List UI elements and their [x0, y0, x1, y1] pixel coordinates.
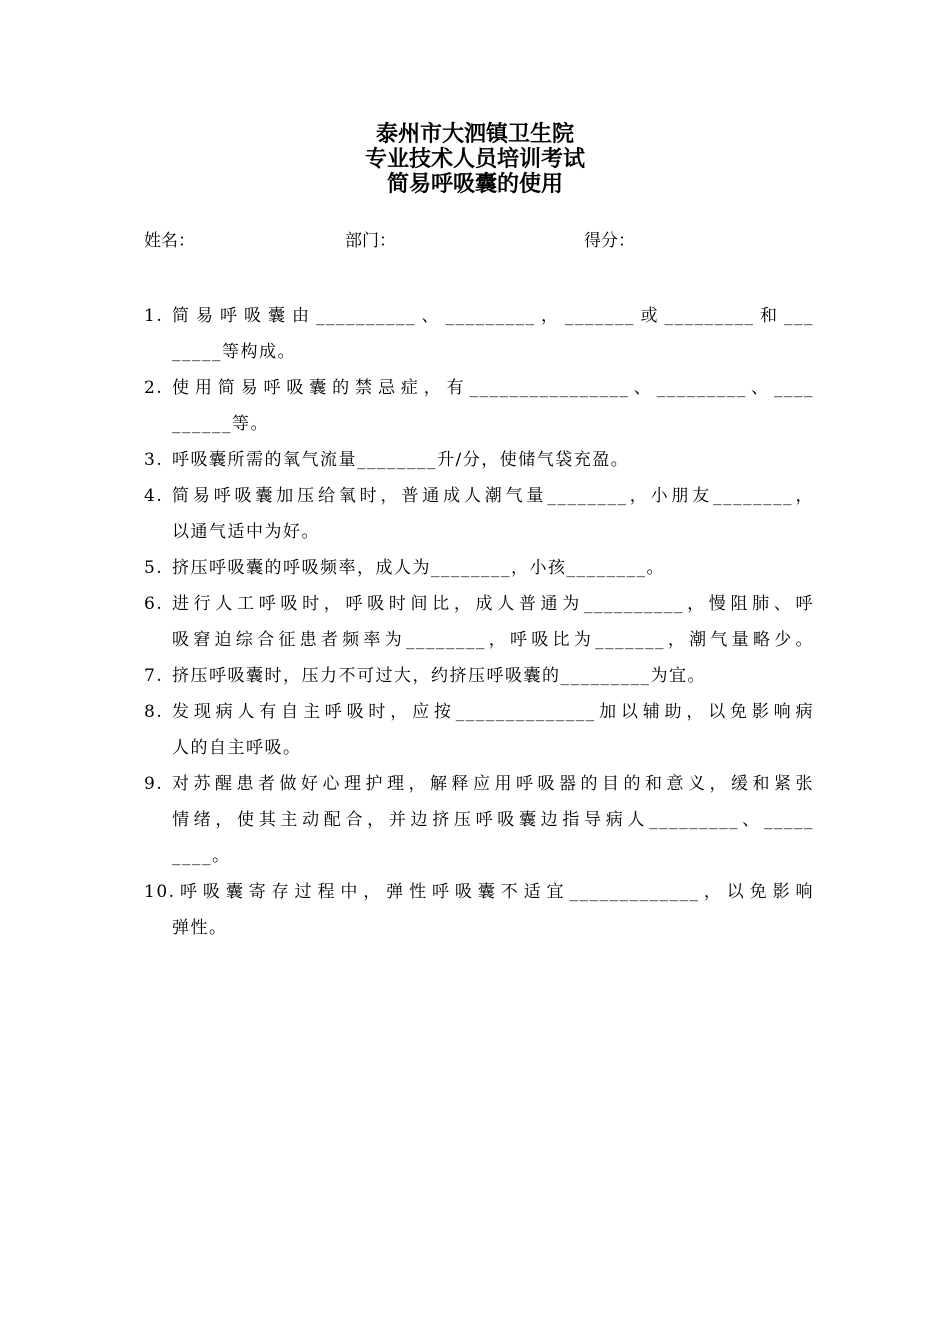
question-number: 2. — [144, 378, 164, 398]
question-text-line: ____。 — [172, 846, 231, 866]
question-3 — [144, 442, 814, 478]
document-title — [0, 122, 950, 197]
score-label: 得分： — [584, 231, 635, 251]
exam-topic: 简易呼吸囊的使用 — [386, 171, 563, 197]
question-text-line: 使用简易呼吸囊的禁忌症，有________________、_________、____ — [172, 378, 814, 398]
question-text-line: 简易呼吸囊由__________、_________，_______或_________和___ — [172, 306, 814, 326]
examinee-info-row — [0, 226, 950, 250]
question-text-line: 情绪，使其主动配合，并边挤压呼吸囊边指导病人_________、_____ — [172, 810, 814, 830]
question-text-line: 挤压呼吸囊的呼吸频率，成人为________，小孩________。 — [172, 558, 665, 578]
question-text-line: 简易呼吸囊加压给氧时，普通成人潮气量________，小朋友________， — [172, 486, 814, 506]
question-text-line: 呼吸囊寄存过程中，弹性呼吸囊不适宜_____________，以免影响 — [180, 882, 814, 902]
question-text-line: 发现病人有自主呼吸时，应按______________加以辅助，以免影响病 — [172, 702, 814, 722]
question-number: 3. — [144, 450, 164, 470]
question-number: 9. — [144, 774, 164, 794]
question-text-line: 吸窘迫综合征患者频率为________，呼吸比为_______，潮气量略少。 — [172, 630, 814, 650]
question-number: 6. — [144, 594, 164, 614]
question-4 — [144, 478, 814, 550]
question-10 — [144, 874, 814, 946]
question-1 — [144, 298, 814, 370]
question-8 — [144, 694, 814, 766]
question-text-line: 挤压呼吸囊时，压力不可过大，约挤压呼吸囊的_________为宜。 — [172, 666, 706, 686]
question-6 — [144, 586, 814, 658]
question-text-line: _____等构成。 — [172, 342, 296, 362]
department-label: 部门： — [345, 231, 396, 251]
question-2 — [144, 370, 814, 442]
hospital-name: 泰州市大泗镇卫生院 — [375, 121, 574, 147]
question-number: 4. — [144, 486, 164, 506]
question-number: 8. — [144, 702, 164, 722]
question-number: 1. — [144, 306, 164, 326]
question-text-line: ______等。 — [172, 414, 269, 434]
question-number: 10. — [144, 882, 176, 902]
question-number: 5. — [144, 558, 164, 578]
question-text-line: 人的自主呼吸。 — [172, 738, 302, 758]
question-text-line: 对苏醒患者做好心理护理，解释应用呼吸器的目的和意义，缓和紧张 — [172, 774, 814, 794]
question-text-line: 进行人工呼吸时，呼吸时间比，成人普通为__________，慢阻肺、呼 — [172, 594, 814, 614]
name-label: 姓名： — [144, 231, 195, 251]
question-text-line: 呼吸囊所需的氧气流量________升/分，使储气袋充盈。 — [172, 450, 630, 470]
question-number: 7. — [144, 666, 164, 686]
question-7 — [144, 658, 814, 694]
question-text-line: 以通气适中为好。 — [172, 522, 320, 542]
exam-name: 专业技术人员培训考试 — [364, 146, 585, 172]
question-list — [144, 298, 814, 946]
question-9 — [144, 766, 814, 874]
question-text-line: 弹性。 — [172, 918, 228, 938]
question-5 — [144, 550, 814, 586]
